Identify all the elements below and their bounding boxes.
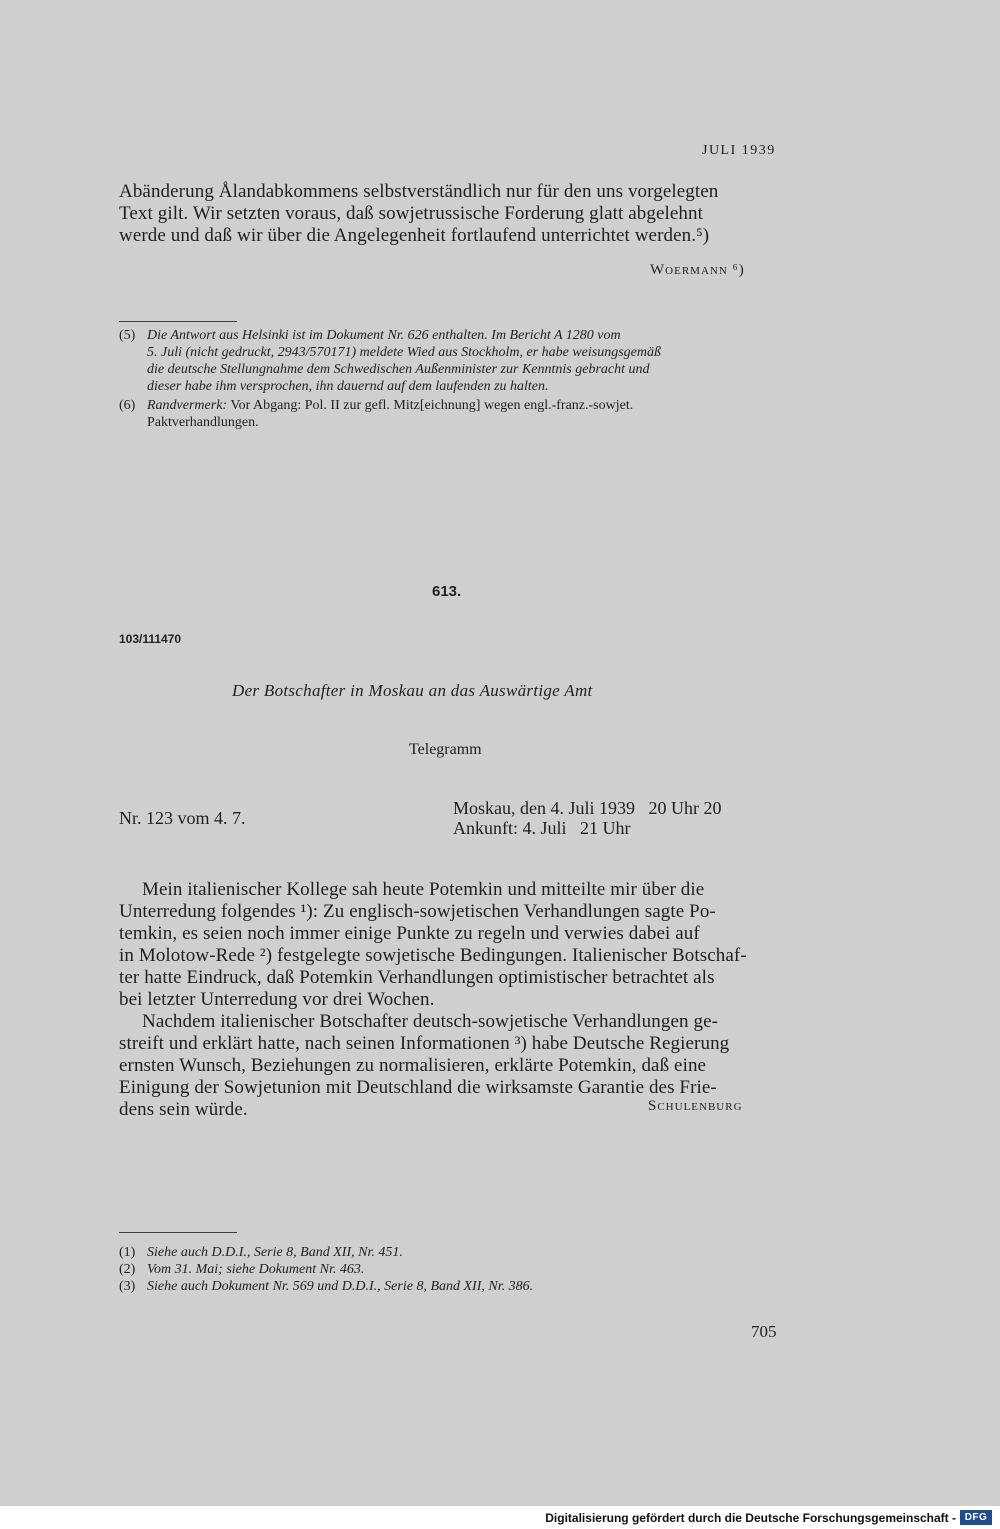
signature-schulenburg: Schulenburg	[648, 1098, 743, 1114]
footnote-2	[119, 1262, 364, 1278]
footnote-text: Vor Abgang: Pol. II zur gefl. Mitz[eichnung] wegen engl.-franz.-sowjet.	[230, 398, 634, 413]
dfg-credit-text: Digitalisierung gefördert durch die Deutsche Forschungsgemeinschaft -	[545, 1511, 956, 1525]
footnote-text: Vom 31. Mai; siehe Dokument Nr. 463.	[147, 1262, 365, 1277]
footnote-5-line	[147, 345, 661, 361]
footnote-prefix: Randvermerk:	[147, 398, 228, 413]
dfg-logo-icon[interactable]: DFG	[960, 1510, 992, 1525]
telegram-place-date: Moskau, den 4. Juli 1939 20 Uhr 20	[453, 798, 722, 818]
footnote-6	[119, 398, 633, 414]
footnote-text: Siehe auch Dokument Nr. 569 und D.D.I., Serie 8, Band XII, Nr. 386.	[147, 1279, 534, 1294]
body-line: Mein italienischer Kollege sah heute Potemkin und mitteilte mir über die	[142, 879, 705, 900]
footnote-text: dieser habe ihm versprochen, ihn dauernd auf dem laufenden zu halten.	[147, 379, 549, 394]
body-line: dens sein würde.	[119, 1099, 248, 1120]
signature-woermann: Woermann ⁶)	[650, 262, 745, 278]
body-line: temkin, es seien noch immer einige Punkte zu regeln und verwies dabei auf	[119, 923, 700, 944]
footnote-mark: (2)	[119, 1262, 136, 1277]
footnote-5-line	[147, 379, 549, 395]
footnote-5	[119, 328, 621, 344]
body-line: in Molotow-Rede ²) festgelegte sowjetische Bedingungen. Italienischer Botschaf-	[119, 945, 747, 966]
footnote-mark: (1)	[119, 1245, 136, 1260]
footnote-text: Die Antwort aus Helsinki ist im Dokument Nr. 626 enthalten. Im Bericht A 1280 vom	[147, 328, 621, 343]
document-title: Der Botschafter in Moskau an das Auswärtige Amt	[232, 681, 593, 700]
footnote-divider	[119, 1232, 237, 1233]
footnote-text: die deutsche Stellungnahme dem Schwedischen Außenminister zur Kenntnis gebracht und	[147, 362, 650, 377]
continuation-line: Abänderung Ålandabkommens selbstverständlich nur für den uns vorgelegten	[119, 181, 719, 202]
footnote-mark: (3)	[119, 1279, 136, 1294]
archive-reference: 103/111470	[119, 632, 182, 646]
continuation-line: werde und daß wir über die Angelegenheit fortlaufend unterrichtet werden.⁵)	[119, 225, 710, 246]
footnote-3	[119, 1279, 533, 1295]
document-type: Telegramm	[409, 741, 482, 758]
telegram-number: Nr. 123 vom 4. 7.	[119, 808, 246, 828]
footnote-mark: (6)	[119, 398, 136, 413]
body-line: ter hatte Eindruck, daß Potemkin Verhandlungen optimistischer betrachtet als	[119, 967, 715, 988]
footnote-6-line	[147, 415, 259, 431]
footnote-mark: (5)	[119, 328, 136, 343]
body-line: streift und erklärt hatte, nach seinen Informationen ³) habe Deutsche Regierung	[119, 1033, 730, 1054]
digitization-footer	[0, 1506, 1000, 1529]
telegram-arrival: Ankunft: 4. Juli 21 Uhr	[453, 818, 631, 838]
running-header-date: JULI 1939	[702, 143, 776, 158]
footnote-divider	[119, 321, 237, 322]
body-line: Nachdem italienischer Botschafter deutsch-sowjetische Verhandlungen ge-	[142, 1011, 719, 1032]
page-number: 705	[751, 1322, 777, 1341]
footnote-1	[119, 1245, 403, 1261]
document-number: 613.	[432, 583, 462, 600]
footnote-text: Siehe auch D.D.I., Serie 8, Band XII, Nr. 451.	[147, 1245, 403, 1260]
body-line: bei letzter Unterredung vor drei Wochen.	[119, 989, 435, 1010]
continuation-line: Text gilt. Wir setzten voraus, daß sowjetrussische Forderung glatt abgelehnt	[119, 203, 703, 224]
body-line: Einigung der Sowjetunion mit Deutschland die wirksamste Garantie des Frie-	[119, 1077, 717, 1098]
body-line: ernsten Wunsch, Beziehungen zu normalisieren, erklärte Potemkin, daß eine	[119, 1055, 707, 1076]
body-line: Unterredung folgendes ¹): Zu englisch-sowjetischen Verhandlungen sagte Po-	[119, 901, 716, 922]
footnote-text: Paktverhandlungen.	[147, 415, 259, 430]
footnote-text: 5. Juli (nicht gedruckt, 2943/570171) meldete Wied aus Stockholm, er habe weisungsgemäß	[147, 345, 662, 360]
footnote-5-line	[147, 362, 650, 378]
